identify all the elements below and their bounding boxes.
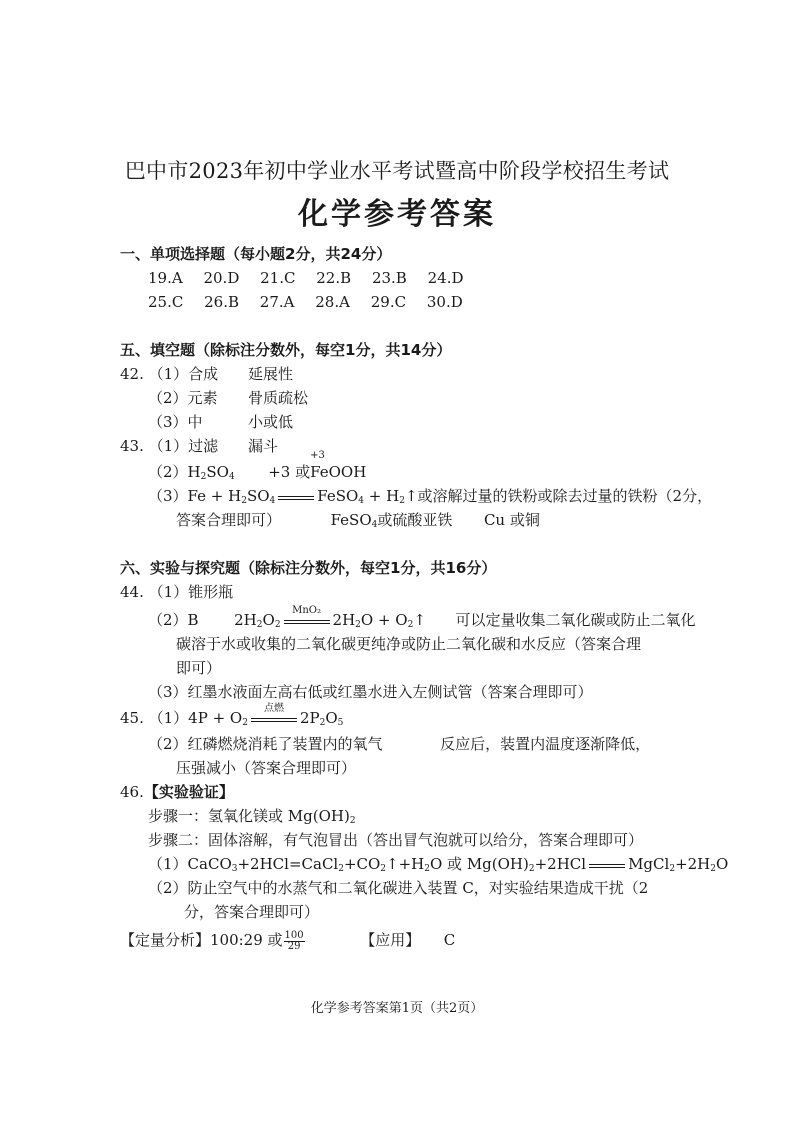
equals-sign: [278, 488, 314, 506]
q44-line3: 碳溶于水或收集的二氧化碳更纯净或防止二氧化碳和水反应（答案合理: [176, 635, 642, 653]
equals-sign: [589, 856, 625, 874]
q42-line1: [120, 364, 294, 384]
choice-19: 19.A: [148, 269, 183, 287]
fraction-numerator: 100: [284, 929, 304, 941]
q42-answer-3: （3）中: [148, 413, 203, 431]
sub: 2: [319, 718, 326, 728]
choice-28: 28.A: [315, 293, 350, 311]
ignite-equals: [251, 703, 297, 728]
q42-line3: [148, 412, 294, 432]
q44-line2: [148, 605, 696, 630]
formula-part: SO: [206, 463, 229, 481]
q45-line3: 压强减小（答案合理即可）: [176, 759, 357, 777]
sub: 2: [424, 864, 430, 874]
q46-quant: [120, 930, 455, 952]
q42-line2: [148, 388, 309, 408]
q43-answer-2-label: （2）H: [148, 463, 201, 481]
equation-part: O + O: [360, 611, 408, 629]
answer-text: 或硫酸亚铁: [377, 511, 453, 529]
q44-line4: 即可）: [176, 659, 222, 677]
application-answer: C: [443, 931, 456, 949]
equation-part: （1）4P + O: [148, 709, 243, 727]
equation-part: O: [325, 709, 338, 727]
q42-answer-3b: 小或低: [248, 413, 294, 431]
sub: 2: [274, 620, 281, 630]
q46-step2: 步骤二：固体溶解，有气泡冒出（答出冒气泡就可以给分，答案合理即可）: [148, 831, 644, 849]
equation-part: ↑+H: [386, 855, 425, 873]
q43-line2: [148, 450, 367, 482]
sub: 2: [256, 620, 263, 630]
sub: 2: [349, 816, 356, 826]
choice-29: 29.C: [370, 293, 407, 311]
equation-part: O 或 Mg(OH): [429, 855, 529, 873]
fraction-denominator: 29: [287, 940, 301, 952]
q43-line3: [148, 486, 712, 506]
choice-25: 25.C: [148, 293, 184, 311]
equation-part: +CO: [343, 855, 381, 873]
choice-24: 24.D: [427, 269, 464, 287]
sub: 2: [399, 496, 405, 506]
sub: 4: [371, 520, 378, 530]
sub: 4: [228, 472, 235, 482]
answer-text: Cu 或铜: [483, 511, 540, 529]
equation-part: MgCl: [628, 855, 670, 873]
choice-30: 30.D: [426, 293, 463, 311]
equation-part: O: [262, 611, 275, 629]
q46-eq1: [148, 854, 728, 874]
q46-eq2-line2: 分，答案合理即可）: [184, 903, 320, 921]
choice-22: 22.B: [316, 269, 352, 287]
step-text: 步骤一：氢氧化镁或 Mg(OH): [148, 807, 350, 825]
equation-part: + H: [364, 487, 400, 505]
sub: 2: [355, 620, 361, 630]
q43-answer-1: （1）过滤: [148, 437, 219, 455]
equation-part: 2H: [332, 611, 356, 629]
answer-text: 可以定量收集二氧化碳或防止二氧化: [455, 611, 696, 629]
choice-23: 23.B: [371, 269, 407, 287]
fraction: [284, 931, 305, 952]
equation-part: ↑: [413, 611, 426, 629]
section6-heading: 六、实验与探究题（除标注分数外，每空1分，共16分）: [120, 559, 497, 577]
equation-part: 2H: [234, 611, 257, 629]
choice-20: 20.D: [203, 269, 240, 287]
quant-analysis: 【定量分析】100:29 或: [120, 931, 283, 949]
q44-answer-2-label: （2）B: [148, 611, 199, 629]
q45-number: 45.: [120, 709, 144, 727]
q46-line1: [120, 782, 234, 802]
equation-part: SO: [246, 487, 270, 505]
choice-21: 21.C: [260, 269, 296, 287]
q44-answer-1: （1）锥形瓶: [148, 583, 234, 601]
sub: 2: [528, 864, 535, 874]
feooh-formula: [310, 450, 329, 482]
application-tag: 【应用】: [360, 931, 421, 949]
q43-answer-1b: 漏斗: [248, 437, 279, 455]
equation-part: FeSO: [317, 487, 359, 505]
equation-part: 2P: [299, 709, 320, 727]
sub: 2: [241, 496, 247, 506]
sub: 2: [710, 864, 716, 874]
catalyst-label: MnO₂: [292, 605, 321, 616]
equation-part: +2H: [675, 855, 711, 873]
answer-text: 反应后，装置内温度逐渐降低，: [440, 735, 651, 753]
formula-part: OOH: [328, 463, 367, 481]
section1-heading: 一、单项选择题（每小题2分，共24分）: [120, 245, 392, 263]
formula-part: FeSO: [330, 511, 372, 529]
q42-answer-2b: 骨质疏松: [248, 389, 309, 407]
valence-answer: +3 或: [268, 463, 311, 481]
sub: 2: [407, 620, 414, 630]
choice-26: 26.B: [204, 293, 240, 311]
q45-line2: [148, 734, 650, 754]
q42-answer-1: （1）合成: [148, 365, 219, 383]
sub: 2: [338, 864, 344, 874]
sub: 2: [669, 864, 676, 874]
answer-title: 化学参考答案: [298, 197, 496, 232]
catalyst-equals: [284, 605, 330, 630]
equation-part: O: [716, 855, 729, 873]
q44-answer-3: （3）红墨水液面左高右低或红墨水进入左侧试管（答案合理即可）: [148, 683, 593, 701]
q43-number: 43.: [120, 437, 144, 455]
q43-line4: [176, 510, 540, 530]
sub: 2: [380, 864, 387, 874]
condition-label: 点燃: [263, 703, 284, 714]
q42-number: 42.: [120, 365, 144, 383]
q44-line1: [120, 582, 233, 602]
exam-title: 巴中市2023年初中学业水平考试暨高中阶段学校招生考试: [124, 159, 670, 183]
choice-row-2: [148, 292, 463, 312]
equation-part: （3）Fe + H: [148, 487, 242, 505]
sub: 4: [269, 496, 276, 506]
sub: 2: [200, 472, 207, 482]
valence-mark: +3: [310, 450, 325, 461]
answer-text: （2）红磷燃烧消耗了装置内的氧气: [148, 735, 383, 753]
q46-step1: [148, 806, 356, 826]
page-footer: 化学参考答案第1页（共2页）: [310, 1001, 484, 1016]
q44-number: 44.: [120, 583, 144, 601]
choice-row-1: [148, 268, 464, 288]
formula-part: Fe: [310, 463, 329, 481]
sub: 2: [242, 718, 248, 728]
sub: 3: [231, 864, 238, 874]
equation-part: （1）CaCO: [148, 855, 232, 873]
q43-line1: [120, 436, 279, 456]
section5-heading: 五、填空题（除标注分数外，每空1分，共14分）: [120, 341, 452, 359]
q45-line1: [120, 703, 344, 728]
note-text: 答案合理即可）: [176, 511, 282, 529]
equation-part: +2HCl: [534, 855, 587, 873]
sub: 4: [358, 496, 365, 506]
equation-part: ↑或溶解过量的铁粉或除去过量的铁粉（2分，: [404, 487, 713, 505]
q46-number: 46.: [120, 783, 144, 801]
q46-eq2-line1: （2）防止空气中的水蒸气和二氧化碳进入装置 C，对实验结果造成干扰（2: [148, 879, 649, 897]
q42-answer-1b: 延展性: [248, 365, 294, 383]
q42-answer-2: （2）元素: [148, 389, 218, 407]
equation-part: +2HCl=CaCl: [237, 855, 339, 873]
experiment-tag: 【实验验证】: [143, 783, 234, 801]
choice-27: 27.A: [259, 293, 295, 311]
sub: 5: [337, 718, 344, 728]
